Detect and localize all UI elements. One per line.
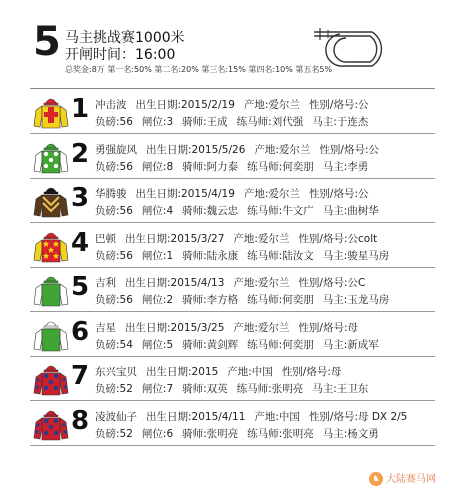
birth-date: 出生日期:2015/3/27 [125,232,225,245]
jockey: 骑师:王成 [182,116,228,128]
race-info-line [95,159,377,174]
horse-number: 1 [71,94,90,124]
jockey-silk-icon [32,272,70,310]
weight: 负磅:54 [95,338,133,351]
origin: 产地:爱尔兰 [233,321,290,334]
horse-name: 华腾骏 [95,188,127,200]
owner: 马主:杨文勇 [322,427,379,440]
entry-row [0,268,450,312]
owner: 马主:曲树华 [322,205,379,217]
horse-info-line [95,186,378,201]
horse-name: 勇强旋风 [95,143,137,156]
owner: 马主:骏星马房 [322,249,390,262]
birth-date: 出生日期:2015/4/11 [146,410,246,423]
gate: 闸位:3 [141,116,174,128]
owner: 马主:李勇 [322,160,369,173]
horse-info-line [95,364,350,379]
birth-date: 出生日期:2015/3/25 [125,321,225,334]
weight: 负磅:52 [95,383,133,395]
sex-brand: 性别/烙号:母 [298,321,359,334]
sex-brand: 性别/烙号:母 [281,366,342,378]
birth-date: 出生日期:2015 [146,366,219,378]
birth-date: 出生日期:2015/4/13 [125,277,225,289]
owner: 马主:王卫东 [312,383,369,395]
weight: 负磅:56 [95,294,133,306]
horse-logo-icon: ♞ [369,472,383,486]
horse-name: 冲击波 [95,99,127,111]
race-info-line [95,337,388,352]
weight: 负磅:56 [95,160,133,173]
track-diagram-icon [310,22,410,68]
sex-brand: 性别/烙号:公C [298,277,366,289]
race-info-line [95,426,388,441]
watermark-text: 大陆赛马网 [386,474,436,485]
sex-brand: 性别/烙号:公 [319,143,380,156]
horse-number: 6 [71,316,90,347]
origin: 产地:中国 [227,366,273,378]
gate: 闸位:8 [141,160,174,173]
horse-number: 5 [71,272,90,302]
trainer: 练马师:张明亮 [247,427,314,440]
owner: 马主:于连杰 [312,116,369,128]
entry-row [0,313,450,357]
birth-date: 出生日期:2015/4/19 [135,188,235,200]
trainer: 练马师:牛文广 [247,205,314,217]
owner: 马主:新成军 [322,338,379,351]
horse-number: 4 [71,227,90,258]
race-header [0,0,450,90]
horse-number: 7 [71,361,90,391]
horse-info-line [95,275,374,290]
entry-row [0,402,450,446]
horse-info-line [95,97,378,112]
horse-info-line [95,320,367,335]
horse-name: 巴顿 [95,232,116,245]
jockey: 骑师:李方格 [182,294,239,306]
race-info-line [95,381,377,396]
sex-brand: 性别/烙号:公 [308,188,369,200]
sex-brand: 性别/烙号:母 DX 2/5 [308,410,408,423]
race-start-time: 开闸时间：16:00 [65,47,176,63]
trainer: 练马师:何奕朋 [247,160,314,173]
origin: 产地:爱尔兰 [243,99,300,111]
jockey-silk-icon [32,317,70,355]
jockey-silk-icon [32,139,70,177]
entry-row [0,179,450,223]
jockey-silk-icon [32,406,70,444]
sex-brand: 性别/烙号:公 [308,99,369,111]
horse-number: 3 [71,183,90,213]
entry-row [0,357,450,401]
horse-name: 吉利 [95,277,116,289]
horse-number: 2 [71,138,90,169]
race-info-line [95,292,398,307]
gate: 闸位:4 [141,205,174,217]
row-divider [30,445,435,446]
jockey: 骑师:张明亮 [182,427,239,440]
birth-date: 出生日期:2015/2/19 [135,99,235,111]
origin: 产地:爱尔兰 [233,277,290,289]
gate: 闸位:1 [141,249,174,262]
horse-name: 凌波仙子 [95,410,137,423]
weight: 负磅:56 [95,249,133,262]
horse-number: 8 [71,405,90,436]
trainer: 练马师:刘代强 [236,116,304,128]
race-info-line [95,248,398,263]
origin: 产地:爱尔兰 [233,232,290,245]
entry-row [0,224,450,268]
race-info-line [95,203,388,218]
origin: 产地:爱尔兰 [254,143,311,156]
race-number: 5 [33,19,61,65]
entry-row [0,135,450,179]
entry-row [0,90,450,134]
gate: 闸位:6 [141,427,174,440]
horse-name: 东兴宝贝 [95,366,137,378]
horse-info-line [95,142,388,157]
jockey: 骑师:双英 [182,383,228,395]
trainer: 练马师:何奕朋 [247,294,314,306]
race-title: 马主挑战赛1000米 [65,30,185,46]
trainer: 练马师:何奕朋 [247,338,314,351]
race-prize-money: 总奖金:8万 第一名:50% 第二名:20% 第三名:15% 第四名:10% 第五名5% [65,65,333,74]
weight: 负磅:56 [95,205,133,217]
owner: 马主:玉龙马房 [322,294,390,306]
trainer: 练马师:陆汝文 [247,249,314,262]
jockey-silk-icon [32,361,70,399]
horse-info-line [95,231,386,246]
trainer: 练马师:张明亮 [236,383,304,395]
horse-name: 吉星 [95,321,116,334]
birth-date: 出生日期:2015/5/26 [146,143,246,156]
sex-brand: 性别/烙号:公colt [298,232,378,245]
horse-info-line [95,409,416,424]
origin: 产地:爱尔兰 [243,188,300,200]
jockey-silk-icon [32,228,70,266]
jockey: 骑师:黄剑辉 [182,338,239,351]
gate: 闸位:2 [141,294,174,306]
jockey-silk-icon [32,183,70,221]
header-divider [30,88,435,89]
jockey: 骑师:陆永康 [182,249,239,262]
race-info-line [95,114,377,129]
gate: 闸位:7 [141,383,174,395]
origin: 产地:中国 [254,410,300,423]
watermark [369,470,436,486]
jockey-silk-icon [32,94,70,132]
weight: 负磅:52 [95,427,133,440]
jockey: 骑师:魏云忠 [182,205,239,217]
jockey: 骑师:阿力泰 [182,160,239,173]
weight: 负磅:56 [95,116,133,128]
gate: 闸位:5 [141,338,174,351]
